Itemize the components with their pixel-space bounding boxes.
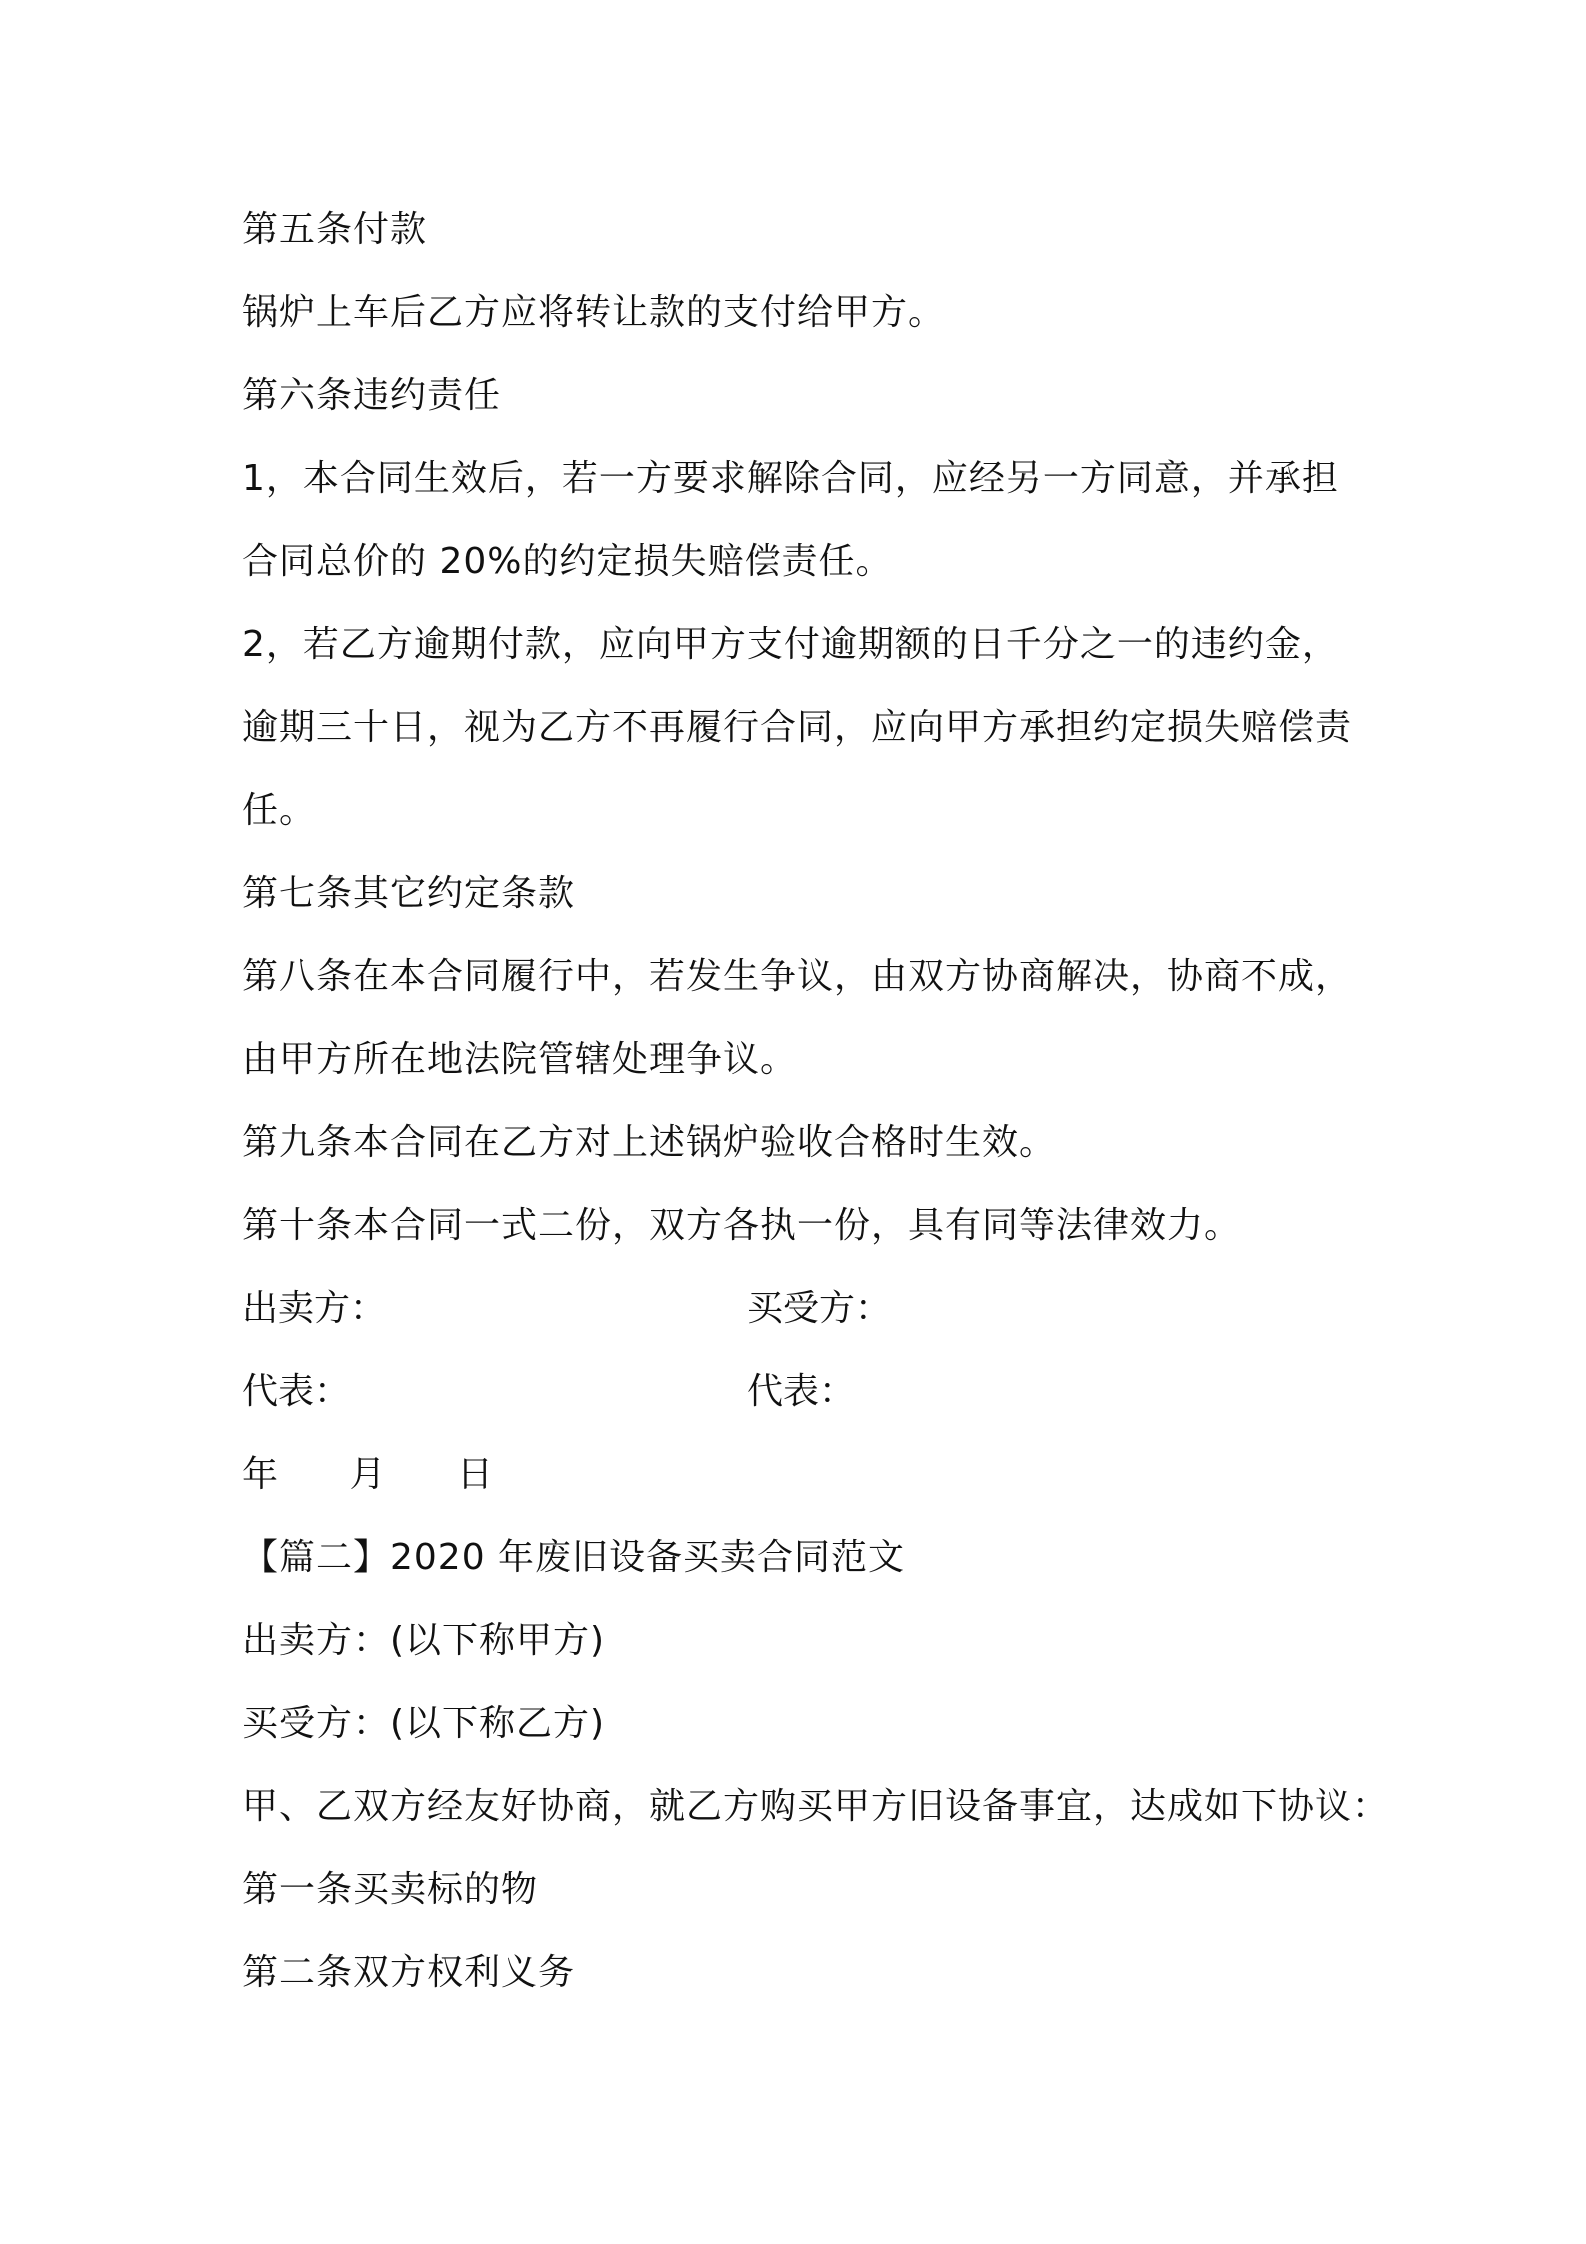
date-year-label: 年 xyxy=(242,1454,280,1495)
article-6-clause-2-line-3: 任。 xyxy=(242,790,317,831)
article-6-title: 第六条违约责任 xyxy=(242,375,502,416)
seller-representative-label: 代表： xyxy=(242,1371,351,1412)
buyer-label: 买受方： xyxy=(747,1288,892,1329)
signature-party-row xyxy=(242,1285,1342,1333)
second-contract-seller: 出卖方：(以下称甲方) xyxy=(242,1620,606,1661)
buyer-representative-label: 代表： xyxy=(747,1371,856,1412)
date-day-label: 日 xyxy=(456,1454,494,1495)
article-5-body: 锅炉上车后乙方应将转让款的支付给甲方。 xyxy=(242,292,946,333)
article-6-clause-1-line-2: 合同总价的 20%的约定损失赔偿责任。 xyxy=(242,541,893,582)
article-8-line-2: 由甲方所在地法院管辖处理争议。 xyxy=(242,1039,798,1080)
date-month-label: 月 xyxy=(349,1454,387,1495)
seller-label: 出卖方： xyxy=(242,1288,387,1329)
article-6-clause-2-line-1: 2，若乙方逾期付款，应向甲方支付逾期额的日千分之一的违约金， xyxy=(242,624,1339,665)
article-8-line-1: 第八条在本合同履行中，若发生争议，由双方协商解决，协商不成， xyxy=(242,956,1353,997)
second-contract-intro: 甲、乙双方经友好协商，就乙方购买甲方旧设备事宜，达成如下协议： xyxy=(242,1786,1390,1827)
second-contract-article-1: 第一条买卖标的物 xyxy=(242,1869,539,1910)
article-9: 第九条本合同在乙方对上述锅炉验收合格时生效。 xyxy=(242,1122,1057,1163)
date-row xyxy=(242,1451,494,1499)
second-contract-article-2: 第二条双方权利义务 xyxy=(242,1952,576,1993)
article-7-title: 第七条其它约定条款 xyxy=(242,873,576,914)
signature-representative-row xyxy=(242,1368,1342,1416)
article-10: 第十条本合同一式二份，双方各执一份，具有同等法律效力。 xyxy=(242,1205,1242,1246)
article-6-clause-2-line-2: 逾期三十日，视为乙方不再履行合同，应向甲方承担约定损失赔偿责 xyxy=(242,707,1353,748)
article-6-clause-1-line-1: 1，本合同生效后，若一方要求解除合同，应经另一方同意，并承担 xyxy=(242,458,1339,499)
second-contract-heading: 【篇二】2020 年废旧设备买卖合同范文 xyxy=(242,1537,906,1578)
article-5-title: 第五条付款 xyxy=(242,209,428,250)
second-contract-buyer: 买受方：(以下称乙方) xyxy=(242,1703,606,1744)
